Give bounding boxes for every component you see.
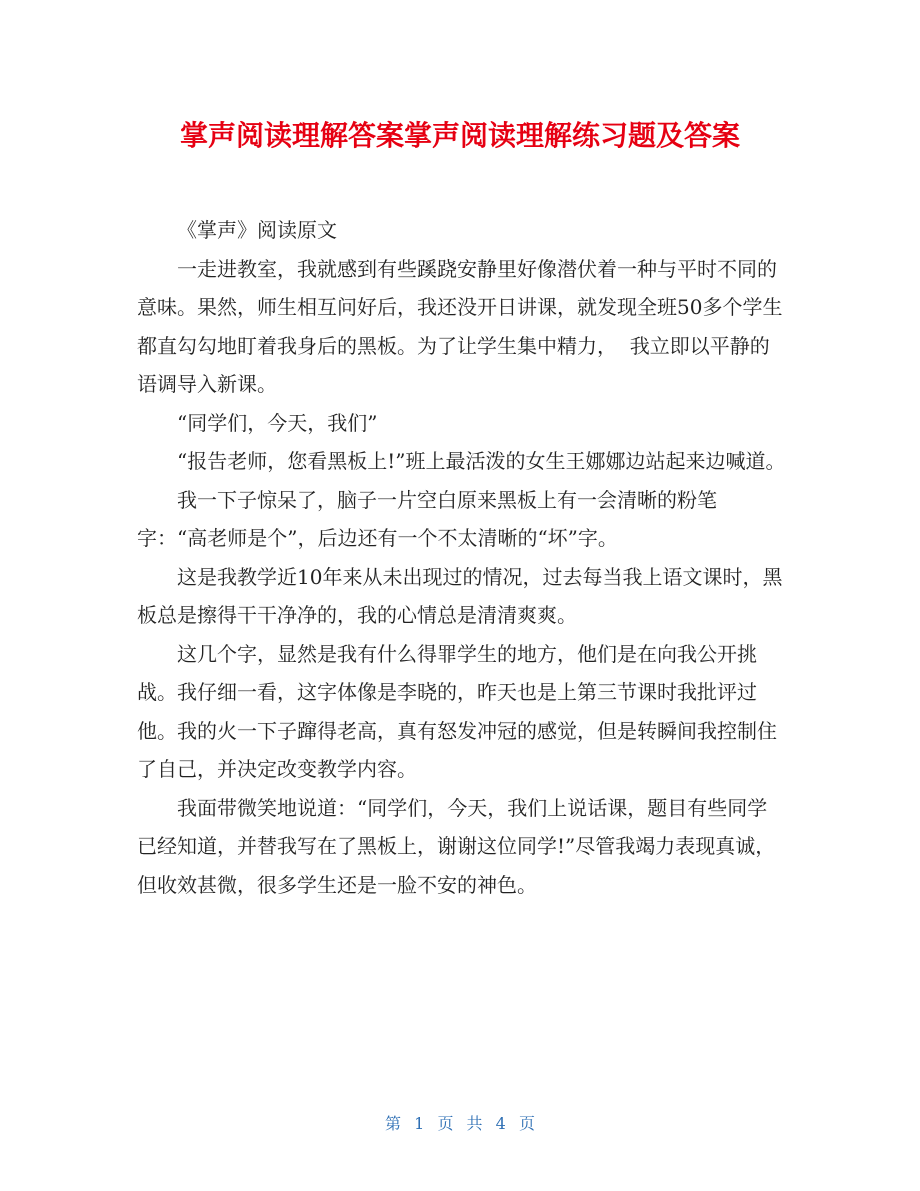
document-body (137, 211, 787, 904)
paragraph-heading: 《掌声》阅读原文 (177, 218, 337, 242)
page-footer (0, 1113, 920, 1135)
footer-prefix: 第 (385, 1114, 402, 1133)
footer-current-page: 1 (414, 1114, 425, 1133)
footer-total-pages: 4 (495, 1114, 506, 1133)
document-title: 掌声阅读理解答案掌声阅读理解练习题及答案 (179, 119, 740, 152)
paragraph: 我一下子惊呆了，脑子一片空白原来黑板上有一会清晰的粉笔字：“高老师是个”，后边还有一个不太清晰的“坏”字。 (137, 487, 717, 550)
paragraph: 我面带微笑地说道：“同学们，今天，我们上说话课，题目有些同学已经知道，并替我写在了黑板上，谢谢这位同学!”尽管我竭力表现真诚，但收效甚微，很多学生还是一脸不安的神色。 (137, 795, 776, 897)
paragraph: 这是我教学近10年来从未出现过的情况，过去每当我上语文课时，黑板总是擦得干干净净的，我的心情总是清清爽爽。 (137, 564, 783, 627)
footer-suffix: 页 (518, 1114, 535, 1133)
paragraph: 这几个字，显然是我有什么得罪学生的地方，他们是在向我公开挑战。我仔细一看，这字体像是李晓的，昨天也是上第三节课时我批评过他。我的火一下子蹿得老高，真有怒发冲冠的感觉，但是转瞬间我控制住了自己，并决定改变教学内容。 (137, 641, 777, 781)
paragraph: “报告老师，您看黑板上!”班上最活泼的女生王娜娜边站起来边喊道。 (177, 449, 786, 473)
footer-total-word: 共 (466, 1114, 483, 1133)
paragraph: “同学们，今天，我们” (177, 410, 378, 435)
footer-page-word: 页 (437, 1114, 454, 1133)
paragraph: 一走进教室，我就感到有些蹊跷安静里好像潜伏着一种与平时不同的意味。果然，师生相互问好后，我还没开日讲课，就发现全班50多个学生都直勾勾地盯着我身后的黑板。为了让学生集中精力， 我立即以平静的语调导入新课。 (137, 256, 783, 396)
